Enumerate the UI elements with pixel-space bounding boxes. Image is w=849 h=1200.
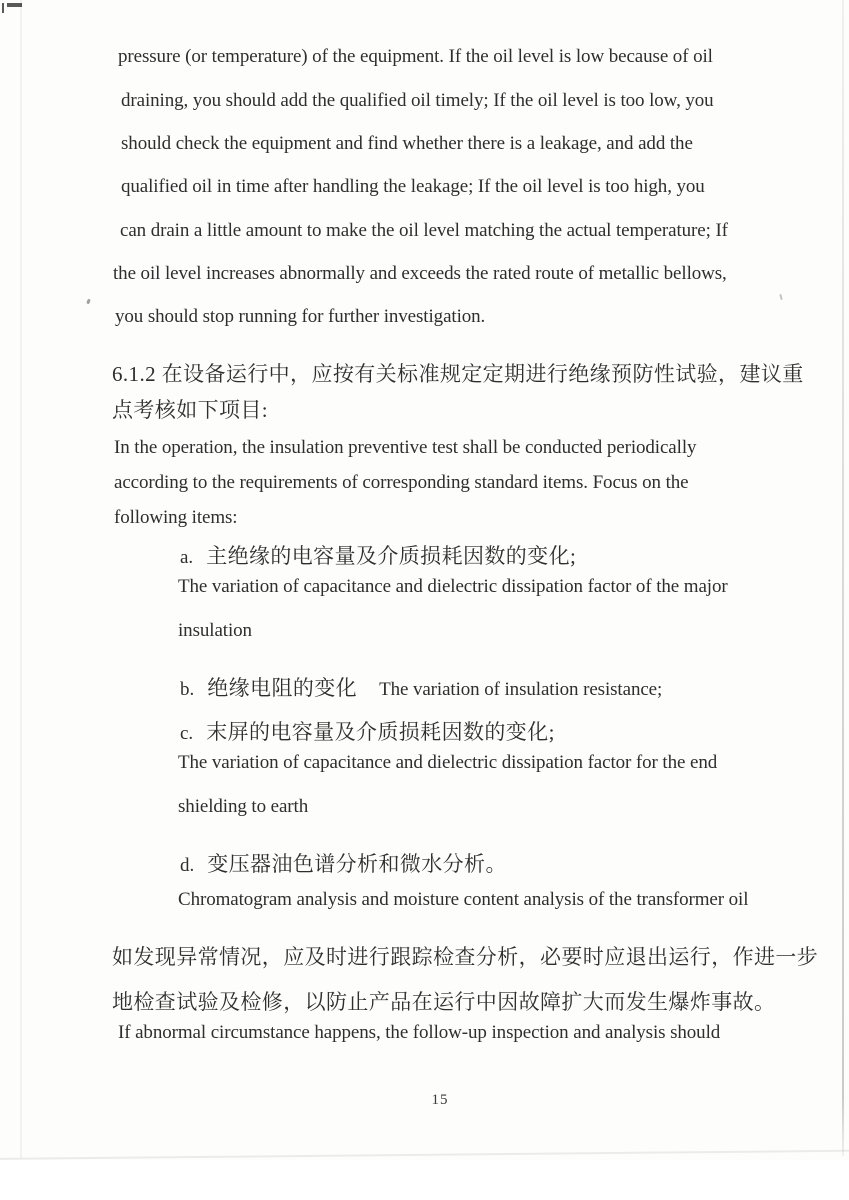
text-line: the oil level increases abnormally and exceeds the rated route of metallic bellows, xyxy=(113,263,727,284)
text-line: draining, you should add the qualified oil timely; If the oil level is too low, you xyxy=(121,90,714,111)
text-line: you should stop running for further investigation. xyxy=(115,306,486,327)
scan-speck xyxy=(779,294,782,300)
section-6-1-2-heading-line: 点考核如下项目: xyxy=(112,398,269,422)
list-item-label: c. xyxy=(180,723,194,744)
text-line: should check the equipment and find whether there is a leakage, and add the xyxy=(121,133,693,154)
text-line-zh: 如发现异常情况，应及时进行跟踪检查分析，必要时应退出运行，作进一步 xyxy=(112,945,819,969)
list-item-text-zh: 绝缘电阻的变化 xyxy=(207,676,358,700)
text-line: can drain a little amount to make the oil level matching the actual temperature; If xyxy=(120,220,728,241)
scan-left-edge-shadow xyxy=(20,0,22,1158)
text-line: according to the requirements of corresponding standard items. Focus on the xyxy=(114,472,689,493)
text-line: Chromatogram analysis and moisture content analysis of the transformer oil xyxy=(178,889,749,910)
text-line-zh: 地检查试验及检修，以防止产品在运行中因故障扩大而发生爆炸事故。 xyxy=(112,990,776,1014)
list-item-text-zh: 末屏的电容量及介质损耗因数的变化; xyxy=(206,720,555,744)
list-item-b xyxy=(180,672,662,702)
list-item-text-zh: 主绝缘的电容量及介质损耗因数的变化; xyxy=(206,544,577,568)
text-line: shielding to earth xyxy=(178,796,309,817)
list-item-d xyxy=(180,848,507,878)
text-line: In the operation, the insulation preventive test shall be conducted periodically xyxy=(114,437,697,458)
scan-corner-mark-icon xyxy=(2,3,4,13)
list-item-a xyxy=(180,540,576,570)
text-line: following items: xyxy=(114,507,238,528)
list-item-label: a. xyxy=(180,547,194,568)
list-item-c xyxy=(180,716,555,746)
section-6-1-2-heading-line: 6.1.2 在设备运行中，应按有关标准规定定期进行绝缘预防性试验，建议重 xyxy=(112,362,804,386)
list-item-text-zh: 变压器油色谱分析和微水分析。 xyxy=(207,852,507,876)
text-line: The variation of capacitance and dielectric dissipation factor of the major xyxy=(178,576,728,597)
text-line: qualified oil in time after handling the leakage; If the oil level is too high, you xyxy=(121,176,705,197)
text-line: insulation xyxy=(178,620,252,641)
text-line: If abnormal circumstance happens, the follow-up inspection and analysis should xyxy=(118,1022,721,1043)
scan-right-edge-shadow xyxy=(842,0,844,1156)
scanner-background xyxy=(0,1160,849,1200)
text-line: The variation of capacitance and dielectric dissipation factor for the end xyxy=(178,752,718,773)
list-item-label: b. xyxy=(180,679,195,700)
paper-bottom-edge xyxy=(0,1150,849,1160)
list-item-label: d. xyxy=(180,855,195,876)
text-line: pressure (or temperature) of the equipment. If the oil level is low because of oil xyxy=(118,46,713,67)
scan-speck xyxy=(86,299,91,305)
list-item-text-en: The variation of insulation resistance; xyxy=(379,679,663,700)
page-number: 15 xyxy=(431,1092,449,1108)
